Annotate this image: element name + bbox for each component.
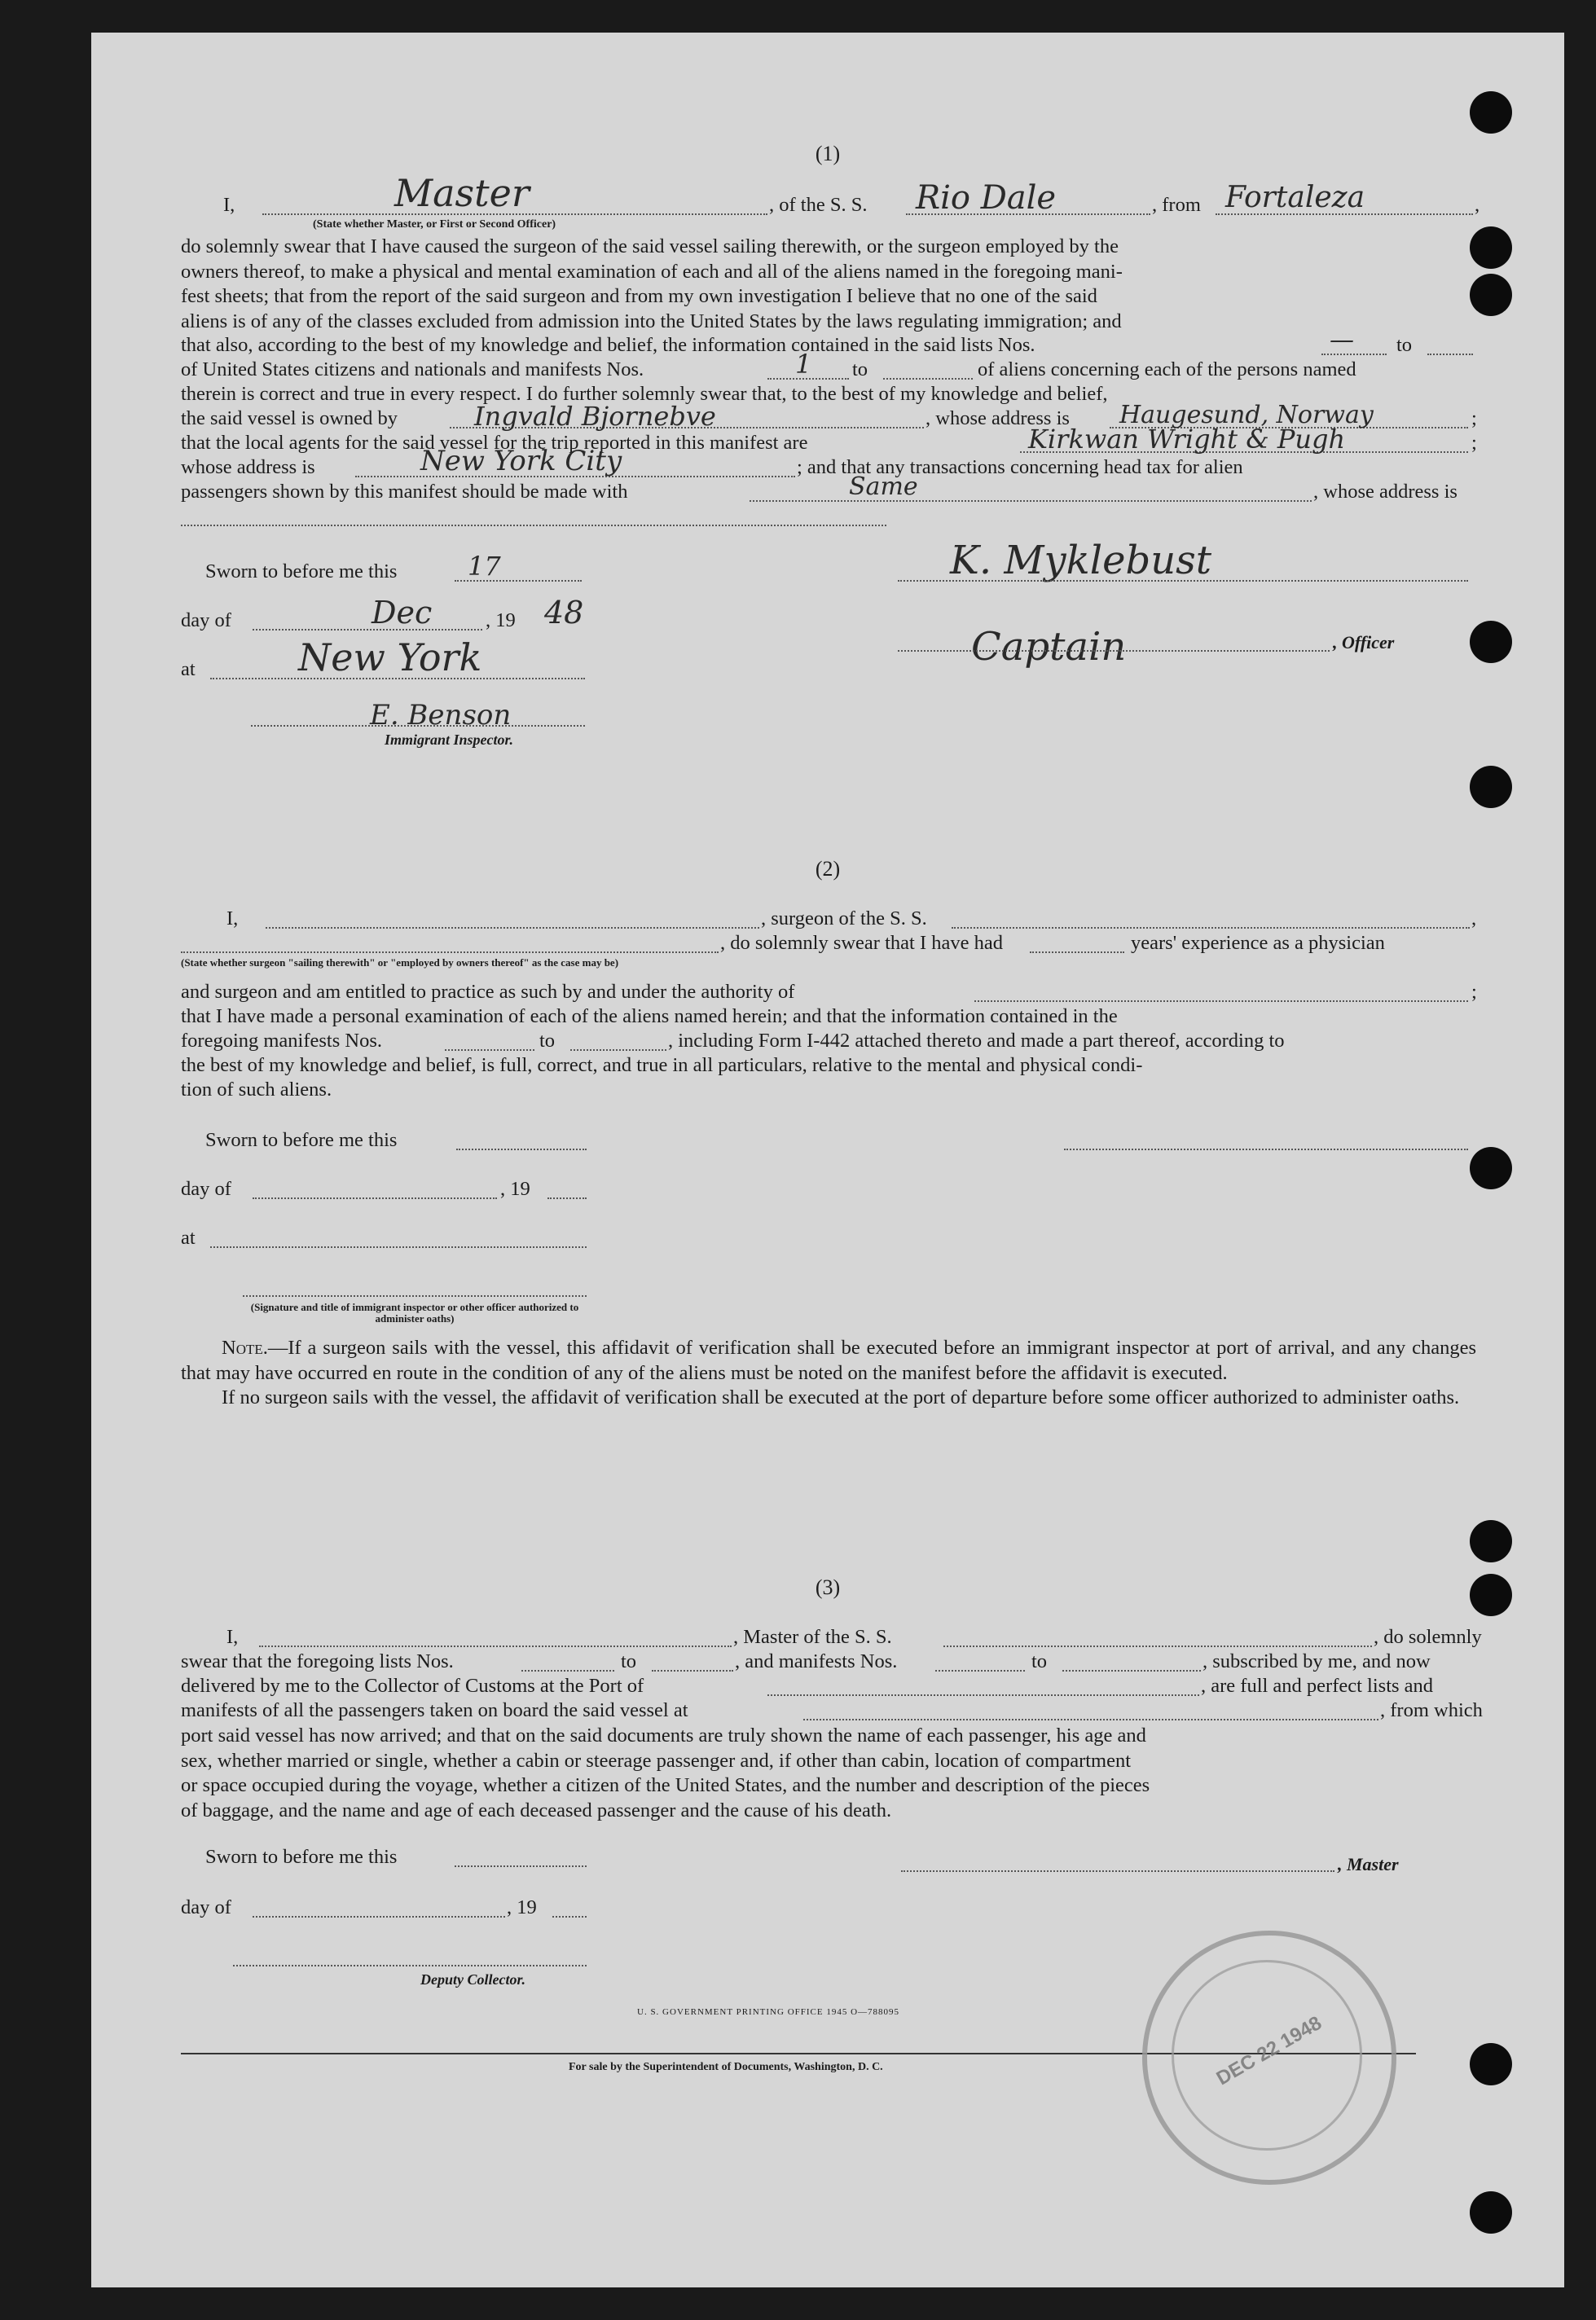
s1-paragraph xyxy=(181,235,1468,334)
binder-hole xyxy=(1470,226,1512,269)
s3-subscribed: , subscribed by me, and now xyxy=(1202,1650,1431,1672)
s1-p9: whose address is xyxy=(181,456,315,478)
s3-lists: swear that the foregoing lists Nos. xyxy=(181,1650,454,1672)
s3-p2: or space occupied during the voyage, whether a citizen of the United States, and the number and description of the pieces xyxy=(181,1774,1150,1796)
s2-day-of: day of xyxy=(181,1178,231,1200)
s2-p4: tion of such aliens. xyxy=(181,1079,332,1101)
s3-master: , Master xyxy=(1338,1854,1399,1874)
binder-hole xyxy=(1470,91,1512,134)
hw-agents: Kirkwan Wright & Pugh xyxy=(1028,424,1346,455)
s1-p8: that the local agents for the said vessel for the trip reported in this manifest are xyxy=(181,432,808,454)
s2-note-label: Note. xyxy=(222,1337,268,1359)
s1-p0: do solemnly swear that I have caused the surgeon of the said vessel sailing therewith, or the surgeon employed by the xyxy=(181,235,1119,257)
s2-p3: the best of my knowledge and belief, is full, correct, and true in all particulars, relative to the mental and physical condi- xyxy=(181,1054,1143,1076)
s3-p3: of baggage, and the name and age of each deceased passenger and the cause of his death. xyxy=(181,1799,892,1821)
s2-note-text: —If a surgeon sails with the vessel, this affidavit of verification shall be executed before an immigrant inspector at port of arrival, and any changes that may have occurred en route in the condition of any of the aliens must be noted on the manifest before the affidavit is executed. xyxy=(181,1337,1476,1384)
s1-of-ss: , of the S. S. xyxy=(769,194,868,216)
s2-years: years' experience as a physician xyxy=(1131,932,1385,954)
s2-sworn: Sworn to before me this xyxy=(205,1129,398,1151)
s2-to: to xyxy=(539,1030,556,1052)
hw-sworn-day: 17 xyxy=(468,551,501,582)
s3-delivered: delivered by me to the Collector of Customs at the Port of xyxy=(181,1675,644,1697)
binder-hole xyxy=(1470,2043,1512,2085)
s1-to-a: to xyxy=(1396,334,1413,356)
binder-hole xyxy=(1470,1520,1512,1562)
binder-hole xyxy=(1470,766,1512,808)
s1-officer: , Officer xyxy=(1333,632,1395,652)
binder-hole xyxy=(1470,1147,1512,1189)
s3-manifests: , and manifests Nos. xyxy=(735,1650,898,1672)
hw-agents-address: New York City xyxy=(420,445,622,477)
s1-head-tax: ; and that any transactions concerning head tax for alien xyxy=(797,456,1243,478)
s3-day-of: day of xyxy=(181,1896,231,1918)
s2-p1: that I have made a personal examination of each of the aliens named herein; and that the information contained in the xyxy=(181,1005,1118,1027)
hw-inspector-signature: E. Benson xyxy=(370,699,512,732)
s1-whose-addr: , whose address is xyxy=(926,407,1070,429)
hw-sworn-year: 48 xyxy=(544,595,584,631)
s3-paragraph xyxy=(181,1724,1476,1823)
s3-from-which: , from which xyxy=(1380,1699,1483,1721)
hw-from-port: Fortaleza xyxy=(1225,181,1365,214)
hw-master-signature: K. Myklebust xyxy=(950,538,1212,583)
sale-notice: For sale by the Superintendent of Documents, Washington, D. C. xyxy=(569,2061,883,2073)
port-stamp xyxy=(1142,1931,1396,2185)
section-1-number: (1) xyxy=(815,142,841,165)
s2-p0: and surgeon and am entitled to practice as such by and under the authority of xyxy=(181,981,795,1003)
s1-whose-end: , whose address is xyxy=(1313,481,1458,503)
s3-manifests-all: manifests of all the passengers taken on board the said vessel at xyxy=(181,1699,688,1721)
s2-note xyxy=(181,1336,1476,1411)
hw-rank: Master xyxy=(394,171,530,215)
s3-year-prefix: , 19 xyxy=(507,1896,537,1918)
s2-form: , including Form I-442 attached thereto and made a part thereof, according to xyxy=(668,1030,1285,1052)
s3-i: I, xyxy=(226,1626,239,1648)
s1-to-b: to xyxy=(852,358,868,380)
s1-aliens: of aliens concerning each of the persons named xyxy=(978,358,1356,380)
s3-sworn: Sworn to before me this xyxy=(205,1846,398,1868)
s2-sig-caption: (Signature and title of immigrant inspector or other officer authorized to administer oaths) xyxy=(250,1301,579,1325)
binder-hole xyxy=(1470,621,1512,663)
s1-p6: therein is correct and true in every respect. I do further solemnly swear that, to the best of my knowledge and belief, xyxy=(181,383,1108,405)
s1-i: I, xyxy=(223,194,235,216)
s1-p2: fest sheets; that from the report of the said surgeon and from my own investigation I believe that no one of the said xyxy=(181,285,1097,307)
s1-p10: passengers shown by this manifest should be made with xyxy=(181,481,628,503)
document-page: (1) I, , of the S. S. , from , (State whether Master, or First or Second Officer) Master Rio Dale Fortaleza do solemnly swear that I have caused the surgeon of the said vessel sailing therewith, or the surgeon employed by the owners thereof, to make a physical and mental examination of each and all of the aliens named in the foregoing mani- fest sheets; that from the report of the said surgeon and from my own investigation I believe that no one of the said aliens is of any of the classes excluded from admission into the United States by the laws regulating immigration; and that also, according to the best of my knowledge and belief, the information contained in the said lists Nos. — to of United States citizens and nationals and manifests Nos. 1 to of aliens concerning each of the persons named therein is correct and true in every respect. I do further solemnly swear that, to the best of my knowledge and belief, the said vessel is owned by Ingvald Bjornebve , whose address is Haugesund, Norway ; that the local agents for the said vessel for the trip reported in this manifest are Kirkwan Wright & Pugh ; whose address is New York City ; and that any transactions concerning head tax for alien passengers shown by this manifest should be made with Same , whose address is Sworn to before me this 17 day of Dec , 19 48 at New York E. Benson Immigrant Inspector. K. Myklebust Captain , Officer (2) I, , surgeon of the S. S. , , do solemnly swear that I have had years' experience as a physician (State whether surgeon "sailing therewith" or "employed by owners thereof" as the case may be) and surgeon and am entitled to practice as such by and under the authority of ; that I have made a personal examination of each of the aliens named herein; and that the information contained in the foregoing manifests Nos. to , including Form I-442 attached thereto and made a part thereof, according to the best of my knowledge and belief, is full, correct, and true in all particulars, relative to the mental and physical condi- tion of such aliens. Sworn to before me this day of , 19 at (Signature and title of immigrant inspector or other officer authorized to administer oaths) Note.—If a surgeon sails with the vessel, this affidavit of verification shall be executed before an immigrant inspector at port of arrival, and any changes that may have occurred en route in the condition of any of the aliens must be noted on the manifest before the affidavit is executed. If no surgeon sails with the vessel, the affidavit of verification shall be executed at the port of departure before some officer authorized to administer oaths. (3) I, , Master of the S. S. , do solemnly swear that the foregoing lists Nos. to , and manifests Nos. to , subscribed by me, and now delivered by me to the Collector of Customs at the Port of , are full and perfect lists and manifests of all the passengers taken on board the said vessel at , from which port said vessel has now arrived; and that on the said documents are truly shown the name of each passenger, his age and sex, whether married or single, whether a cabin or steerage passenger and, if other than cabin, location of compartment or space occupied during the voyage, whether a citizen of the United States, and the number and description of the pieces of baggage, and the name and age of each deceased passenger and the cause of his death. Sworn to before me this , Master day of , 19 Deputy Collector. U. S. GOVERNMENT PRINTING OFFICE 1945 O—788095 For sale by the Superintendent of Documents, Washington, D. C. DEC 22 1948 xyxy=(91,33,1564,2287)
s1-comma: , xyxy=(1475,194,1480,216)
s3-deputy: Deputy Collector. xyxy=(420,1971,525,1988)
s1-from: , from xyxy=(1152,194,1201,216)
s2-i: I, xyxy=(226,907,239,929)
s3-perfect: , are full and perfect lists and xyxy=(1201,1675,1434,1697)
s1-p7: the said vessel is owned by xyxy=(181,407,398,429)
gpo-imprint: U. S. GOVERNMENT PRINTING OFFICE 1945 O—788095 xyxy=(637,2007,900,2017)
s1-p1: owners thereof, to make a physical and mental examination of each and all of the aliens named in the foregoing mani- xyxy=(181,260,1123,283)
s1-p3: aliens is of any of the classes excluded from admission into the United States by the laws regulating immigration; and xyxy=(181,310,1122,332)
s3-p0: port said vessel has now arrived; and that on the said documents are truly shown the name of each passenger, his age and xyxy=(181,1725,1146,1747)
hw-vessel: Rio Dale xyxy=(916,179,1057,217)
hw-manifest-no: 1 xyxy=(795,349,812,380)
s1-p4: that also, according to the best of my knowledge and belief, the information contained in the said lists Nos. xyxy=(181,334,1035,356)
hw-sworn-at: New York xyxy=(298,635,482,679)
s3-to-a: to xyxy=(621,1650,637,1672)
s2-at: at xyxy=(181,1227,196,1249)
hw-owner: Ingvald Bjornebve xyxy=(474,401,716,432)
hw-master-title: Captain xyxy=(971,624,1127,670)
stamp-date: DEC 22 1948 xyxy=(1212,2011,1326,2090)
s3-master-ss: , Master of the S. S. xyxy=(733,1626,892,1648)
s1-immigrant-inspector: Immigrant Inspector. xyxy=(385,732,514,748)
s1-p5: of United States citizens and nationals and manifests Nos. xyxy=(181,358,644,380)
binder-hole xyxy=(1470,274,1512,316)
s2-comma: , xyxy=(1471,907,1477,929)
hw-owner-address: Haugesund, Norway xyxy=(1119,401,1374,429)
hw-head-tax-with: Same xyxy=(849,472,918,501)
s3-to-b: to xyxy=(1031,1650,1048,1672)
s1-year-prefix: , 19 xyxy=(486,609,516,631)
s2-caption: (State whether surgeon "sailing therewith" or "employed by owners thereof" as the case may be) xyxy=(181,956,619,969)
section-2-number: (2) xyxy=(815,857,841,881)
s2-note2: If no surgeon sails with the vessel, the affidavit of verification shall be executed at the port of departure before some officer authorized to administer oaths. xyxy=(222,1386,1460,1408)
s1-caption: (State whether Master, or First or Second Officer) xyxy=(313,218,556,231)
s3-solemnly: , do solemnly xyxy=(1374,1626,1482,1648)
hw-list-no: — xyxy=(1330,326,1354,354)
s2-swear: , do solemnly swear that I have had xyxy=(720,932,1003,954)
s1-day-of: day of xyxy=(181,609,231,631)
s2-surgeon-ss: , surgeon of the S. S. xyxy=(761,907,927,929)
s1-at: at xyxy=(181,658,196,680)
s1-sworn: Sworn to before me this xyxy=(205,560,398,582)
hw-sworn-month: Dec xyxy=(372,595,433,631)
s3-p1: sex, whether married or single, whether a cabin or steerage passenger and, if other than cabin, location of compartment xyxy=(181,1749,1132,1772)
s2-year-prefix: , 19 xyxy=(500,1178,530,1200)
s2-p2: foregoing manifests Nos. xyxy=(181,1030,382,1052)
section-3-number: (3) xyxy=(815,1575,841,1599)
binder-hole xyxy=(1470,2191,1512,2234)
